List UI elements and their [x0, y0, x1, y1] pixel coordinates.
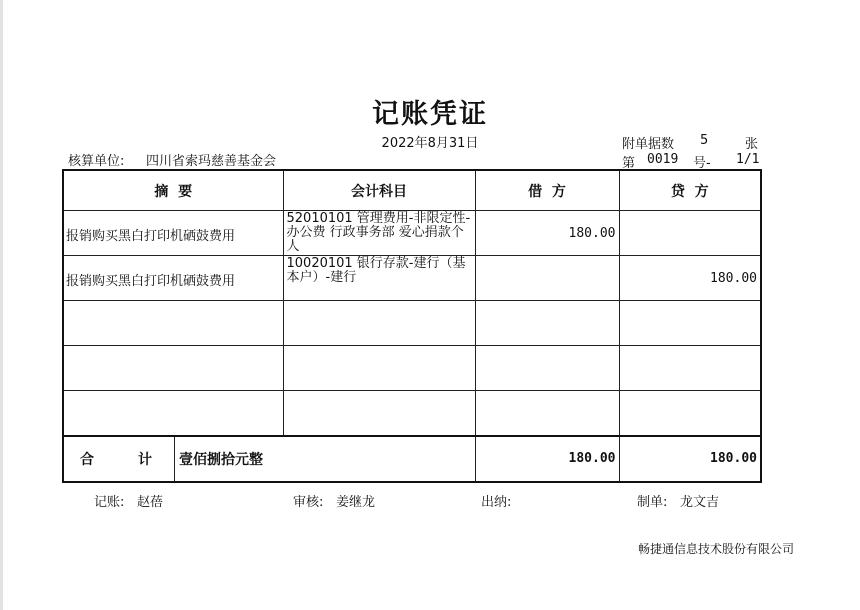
- reviewer-label: 审核:: [293, 495, 324, 510]
- entry-credit: 180.00: [619, 256, 761, 301]
- table-header-row: [63, 170, 761, 211]
- attachments-label: 附单据数: [622, 137, 675, 152]
- reviewer-name: 姜继龙: [336, 495, 376, 510]
- software-company: 畅捷通信息技术股份有限公司: [637, 542, 794, 556]
- total-debit: 180.00: [475, 436, 619, 482]
- unit-label: 核算单位:: [68, 154, 125, 169]
- column-header-credit: 贷 方: [619, 170, 761, 211]
- empty-row: [63, 301, 761, 346]
- preparer-label: 制单:: [637, 495, 668, 510]
- voucher-table: [62, 169, 762, 483]
- bookkeeper-name: 赵蓓: [137, 495, 164, 510]
- voucher-no-suffix: 号-: [693, 156, 711, 171]
- unit-value: 四川省索玛慈善基金会: [146, 154, 277, 169]
- voucher-no-value: 0019: [647, 152, 679, 167]
- entry-summary: 报销购买黑白打印机硒鼓费用: [63, 256, 283, 301]
- entry-summary: 报销购买黑白打印机硒鼓费用: [63, 211, 283, 256]
- empty-row: [63, 391, 761, 436]
- total-label: [64, 437, 175, 481]
- entry-credit: [619, 211, 761, 256]
- cashier-label: 出纳:: [481, 495, 512, 510]
- total-amount-words: 壹佰捌拾元整: [179, 451, 263, 468]
- voucher-date: 2022年8月31日: [381, 136, 479, 151]
- attachments-count: 5: [700, 133, 709, 148]
- total-credit: 180.00: [619, 436, 761, 482]
- preparer-name: 龙文吉: [680, 495, 720, 510]
- entry-debit: 180.00: [475, 211, 619, 256]
- total-cell: [63, 436, 475, 482]
- total-label-left: 合: [80, 451, 94, 468]
- table-row: [63, 211, 761, 256]
- table-row: [63, 256, 761, 301]
- entry-debit: [475, 256, 619, 301]
- column-header-debit: 借 方: [475, 170, 619, 211]
- total-label-right: 计: [138, 451, 152, 468]
- column-header-summary: 摘 要: [63, 170, 283, 211]
- voucher-no-label: 第: [622, 156, 636, 171]
- attachments-unit: 张: [745, 137, 759, 152]
- total-row: [63, 436, 761, 482]
- column-header-account: 会计科目: [283, 170, 475, 211]
- empty-row: [63, 346, 761, 391]
- voucher-title: 记账凭证: [372, 99, 488, 130]
- entry-account: 52010101 管理费用-非限定性-办公费 行政事务部 爱心捐款个人: [283, 211, 475, 256]
- entry-account: 10020101 银行存款-建行（基本户）-建行: [283, 256, 475, 301]
- bookkeeper-label: 记账:: [94, 495, 125, 510]
- voucher-page: 1/1: [736, 152, 760, 167]
